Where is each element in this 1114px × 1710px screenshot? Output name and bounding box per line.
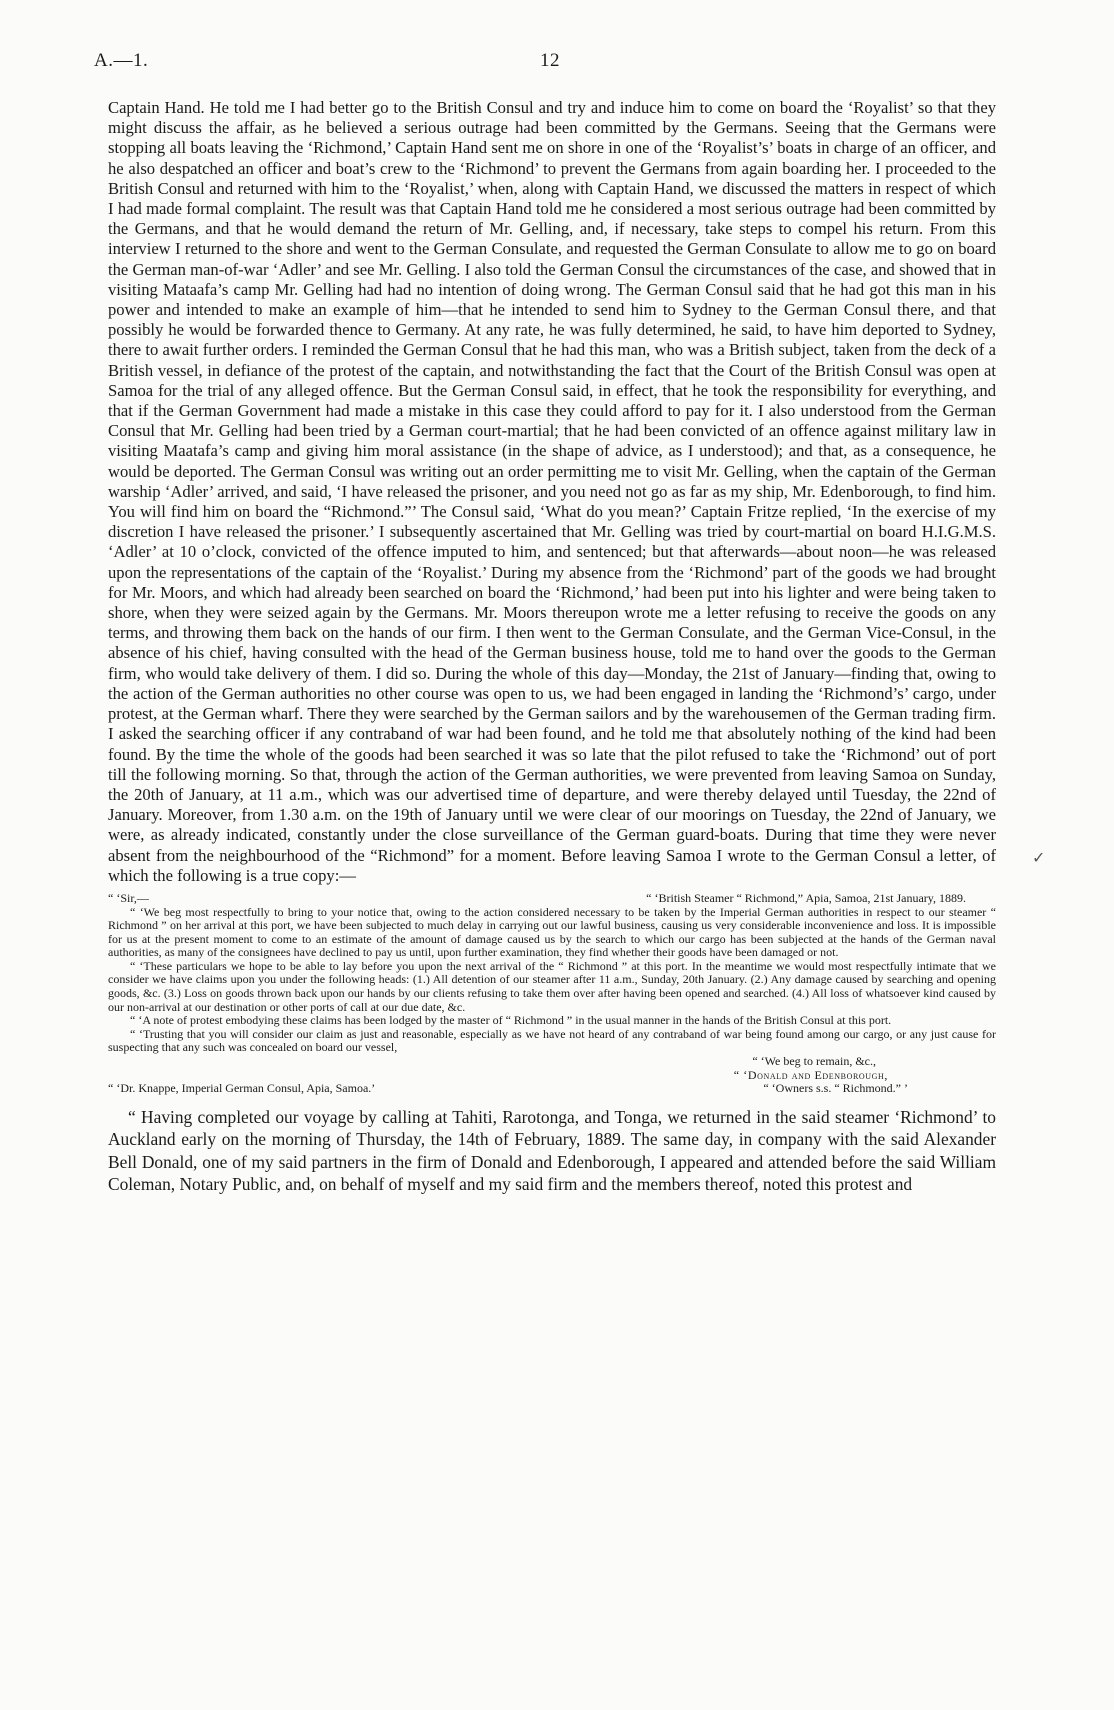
- page-number: 12: [540, 50, 560, 71]
- letter-paragraph: “ ‘Trusting that you will consider our claim as just and reasonable, especially as we have not heard of any contraband of war being found among our cargo, or any just cause for suspecting that any such was concealed on board our vessel,: [108, 1026, 996, 1055]
- letter-copy: [108, 892, 996, 1096]
- letter-footer: [108, 1082, 996, 1096]
- letter-closing: “ ‘We beg to remain, &c.,: [752, 1054, 876, 1069]
- letter-paragraph: “ ‘We beg most respectfully to bring to your notice that, owing to the action considered necessary to be taken by the Imperial German authorities in respect to our steamer “ Richmond ” on her arrival at this port, we have been subjected to much delay in carrying out our lawful business, causing us very considerable inconvenience and loss. It is impossible for us at the present moment to come to an estimate of the amount of damage caused us by the search to which our cargo has been subjected at the hands of the German naval authorities, as many of the consignees have declined to pay us until, upon further examination, they find whether their goods have been damaged or not.: [108, 904, 996, 960]
- document-reference: A.—1.: [94, 50, 149, 71]
- letter-salutation: “ ‘Sir,—: [108, 890, 149, 905]
- letter-dateline: “ ‘British Steamer “ Richmond,” Apia, Samoa, 21st January, 1889.: [646, 890, 966, 905]
- letter-paragraph: “ ‘A note of protest embodying these claims has been lodged by the master of “ Richmond ” in the usual manner in the hands of the British Consul at this port.: [130, 1013, 892, 1028]
- document-page: [94, 50, 996, 1213]
- margin-mark-icon: ✓: [1032, 850, 1046, 867]
- letter-heading: [108, 892, 996, 906]
- main-paragraph: Captain Hand. He told me I had better go to the British Consul and try and induce him to come on board the ‘Royalist’ so that they might discuss the affair, as he believed a serious outrage had been committed by the Germans. Seeing that the Germans were stopping all boats leaving the ‘Richmond,’ Captain Hand sent me on shore in one of the ‘Royalist’s’ boats in charge of an officer, and he also despatched an officer and boat’s crew to the ‘Richmond’ to prevent the Germans from again boarding her. I proceeded to the British Consul and returned with him to the ‘Royalist,’ when, along with Captain Hand, we discussed the matters in respect of which I had made formal complaint. The result was that Captain Hand told me he considered a most serious outrage had been committed by the Germans, and that he would demand the return of Mr. Gelling, and, if necessary, take steps to compel his return. From this interview I returned to the shore and went to the German Consulate, and requested the German Consulate to allow me to go on board the German man-of-war ‘Adler’ and see Mr. Gelling. I also told the German Consul the circumstances of the case, and showed that in visiting Mataafa’s camp Mr. Gelling had had no intention of doing wrong. The German Consul said that he had got this man in his power and intended to make an example of him—that he intended to send him to Sydney to the German Consul there, and that possibly he would be forwarded thence to Germany. At any rate, he was fully determined, he said, to have him deported to Sydney, there to await further orders. I reminded the German Consul that he had this man, who was a British subject, taken from the deck of a British vessel, in defiance of the protest of the captain, and notwithstanding the fact that the Court of the British Consul was open at Samoa for the trial of any alleged offence. But the German Consul said, in effect, that he took the responsibility for everything, and that if the German Government had made a mistake in this case they could afford to pay for it. I also understood from the German Consul that Mr. Gelling had been tried by a German court-martial; that he had been convicted of an offence against military law in visiting Maatafa’s camp and giving him moral assistance (in the shape of advice, as I understood); and that, as a consequence, he would be deported. The German Consul was writing out an order permitting me to visit Mr. Gelling, when the captain of the German warship ‘Adler’ arrived, and said, ‘I have released the prisoner, and you need not go as far as my ship, Mr. Edenborough, to find him. You will find him on board the “Richmond.”’ The Consul said, ‘What do you mean?’ Captain Fritze replied, ‘In the exercise of my discretion I have released the prisoner.’ I subsequently ascertained that Mr. Gelling was tried by court-martial on board H.I.G.M.S. ‘Adler’ at 10 o’clock, convicted of the offence imputed to him, and sentenced; but that afterwards—about noon—he was released upon the representations of the captain of the ‘Royalist.’ During my absence from the ‘Richmond’ part of the goods we had brought for Mr. Moors, and which had already been searched on board the ‘Richmond,’ had been put into his lighter and were being taken to shore, when they were seized again by the Germans. Mr. Moors thereupon wrote me a letter refusing to receive the goods on any terms, and throwing them back on the hands of our firm. I then went to the German Consulate, and the German Vice-Consul, in the absence of his chief, having consulted with the head of the German business house, told me to hand over the goods to the German firm, who would take delivery of them. I did so. During the whole of this day—Monday, the 21st of January—finding that, owing to the action of the German authorities no other course was open to us, we had been engaged in landing the ‘Richmond’s’ cargo, under protest, at the German wharf. There they were searched by the German sailors and by the warehousemen of the German trading firm. I asked the searching officer if any contraband of war had been found, and he told me that absolutely nothing of the kind had been found. By the time the whole of the goods had been searched it was so late that the pilot refused to take the ‘Richmond’ out of port till the following morning. So that, through the action of the German authorities, we were prevented from leaving Samoa on Sunday, the 20th of January, at 11 a.m., which was our advertised time of departure, and were thereby delayed until Tuesday, the 22nd of January. Moreover, from 1.30 a.m. on the 19th of January until we were clear of our moorings on Tuesday, the 22nd of January, we were, as already indicated, constantly under the close surveillance of the German guard-boats. During that time they were never absent from the neighbourhood of the “Richmond” for a moment. Before leaving Samoa I wrote to the German Consul a letter, of which the following is a true copy:—: [108, 98, 996, 885]
- letter-signature-firm: “ ‘Donald and Edenborough,: [733, 1067, 888, 1082]
- letter-addressee: “ ‘Dr. Knappe, Imperial German Consul, Apia, Samoa.’: [108, 1081, 376, 1096]
- page-header: [94, 50, 996, 86]
- letter-signature-role: “ ‘Owners s.s. “ Richmond.” ’: [763, 1081, 908, 1096]
- closing-paragraph: “ Having completed our voyage by calling at Tahiti, Rarotonga, and Tonga, we returned in the said steamer ‘Richmond’ to Auckland early on the morning of Thursday, the 14th of February, 1889. The same day, in company with the said Alexander Bell Donald, one of my said partners in the firm of Donald and Edenborough, I appeared and attended before the said William Coleman, Notary Public, and, on behalf of myself and my said firm and the members thereof, noted this protest and: [108, 1106, 996, 1195]
- letter-paragraph: “ ‘These particulars we hope to be able to lay before you upon the next arrival of the “ Richmond ” at this port. In the meantime we would most respectfully intimate that we consider we have claims upon you under the following heads: (1.) All detention of our steamer after 11 a.m., Sunday, 20th January. (2.) Any damage caused by searching and opening goods, &c. (3.) Loss on goods thrown back upon our hands by our clients refusing to take them over after having been opened and searched. (4.) All loss of whatsoever kind caused by our non-arrival at our destination or other ports of call at our due date, &c.: [108, 958, 996, 1014]
